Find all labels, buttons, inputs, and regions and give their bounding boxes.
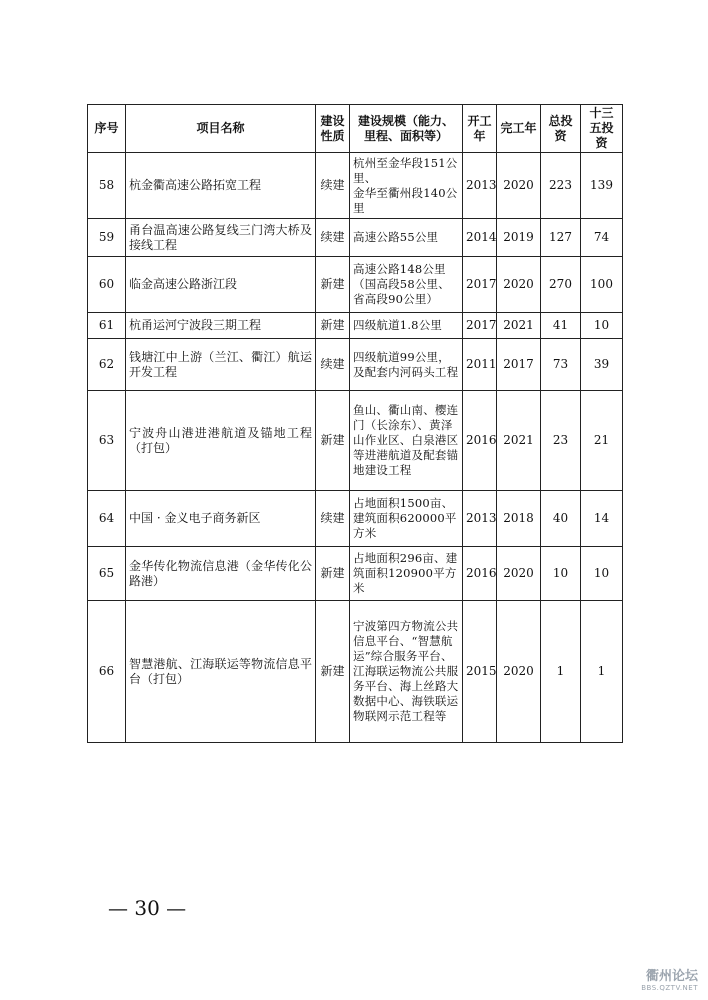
row-scale: 高速公路148公里（国高段58公里、省高段90公里） bbox=[350, 257, 463, 313]
row-start-year: 2016 bbox=[463, 391, 497, 491]
row-scale: 四级航道99公里，及配套内河码头工程 bbox=[350, 339, 463, 391]
header-start-year: 开工年 bbox=[463, 105, 497, 153]
table-row bbox=[88, 153, 623, 219]
table-row bbox=[88, 491, 623, 547]
row-no: 62 bbox=[88, 339, 126, 391]
row-end-year: 2020 bbox=[497, 153, 541, 219]
row-nature: 新建 bbox=[316, 391, 350, 491]
row-end-year: 2020 bbox=[497, 547, 541, 601]
row-end-year: 2020 bbox=[497, 257, 541, 313]
row-nature: 新建 bbox=[316, 257, 350, 313]
row-no: 63 bbox=[88, 391, 126, 491]
row-no: 60 bbox=[88, 257, 126, 313]
row-five-year: 14 bbox=[581, 491, 623, 547]
row-name: 宁波舟山港进港航道及锚地工程（打包） bbox=[126, 391, 316, 491]
row-name: 金华传化物流信息港（金华传化公路港） bbox=[126, 547, 316, 601]
header-row bbox=[88, 105, 623, 153]
row-name: 甬台温高速公路复线三门湾大桥及接线工程 bbox=[126, 219, 316, 257]
row-total: 40 bbox=[541, 491, 581, 547]
row-five-year: 39 bbox=[581, 339, 623, 391]
row-name: 杭甬运河宁波段三期工程 bbox=[126, 313, 316, 339]
row-end-year: 2017 bbox=[497, 339, 541, 391]
row-five-year: 100 bbox=[581, 257, 623, 313]
row-nature: 续建 bbox=[316, 491, 350, 547]
row-start-year: 2013 bbox=[463, 491, 497, 547]
row-scale: 宁波第四方物流公共信息平台、“智慧航运”综合服务平台、江海联运物流公共服务平台、海上丝路大数据中心、海铁联运物联网示范工程等 bbox=[350, 601, 463, 743]
table-row bbox=[88, 339, 623, 391]
table-row bbox=[88, 547, 623, 601]
row-end-year: 2020 bbox=[497, 601, 541, 743]
row-total: 73 bbox=[541, 339, 581, 391]
watermark-title: 衢州论坛 bbox=[645, 969, 698, 984]
row-scale: 杭州至金华段151公里、 金华至衢州段140公里 bbox=[350, 153, 463, 219]
row-name: 智慧港航、江海联运等物流信息平台（打包） bbox=[126, 601, 316, 743]
watermark-url: BBS.QZTV.NET bbox=[641, 984, 698, 992]
row-five-year: 10 bbox=[581, 547, 623, 601]
row-scale: 高速公路55公里 bbox=[350, 219, 463, 257]
row-no: 61 bbox=[88, 313, 126, 339]
row-nature: 新建 bbox=[316, 547, 350, 601]
row-scale: 占地面积1500亩、建筑面积620000平方米 bbox=[350, 491, 463, 547]
row-nature: 新建 bbox=[316, 313, 350, 339]
row-name: 临金高速公路浙江段 bbox=[126, 257, 316, 313]
table-row bbox=[88, 391, 623, 491]
table-row bbox=[88, 219, 623, 257]
row-start-year: 2011 bbox=[463, 339, 497, 391]
row-start-year: 2017 bbox=[463, 313, 497, 339]
header-total-investment: 总投资 bbox=[541, 105, 581, 153]
row-start-year: 2016 bbox=[463, 547, 497, 601]
table-row bbox=[88, 257, 623, 313]
row-no: 58 bbox=[88, 153, 126, 219]
row-scale: 四级航道1.8公里 bbox=[350, 313, 463, 339]
row-start-year: 2015 bbox=[463, 601, 497, 743]
header-name: 项目名称 bbox=[126, 105, 316, 153]
row-nature: 续建 bbox=[316, 339, 350, 391]
row-nature: 续建 bbox=[316, 153, 350, 219]
row-nature: 新建 bbox=[316, 601, 350, 743]
row-end-year: 2021 bbox=[497, 313, 541, 339]
row-total: 270 bbox=[541, 257, 581, 313]
row-end-year: 2019 bbox=[497, 219, 541, 257]
row-end-year: 2018 bbox=[497, 491, 541, 547]
row-total: 41 bbox=[541, 313, 581, 339]
row-five-year: 74 bbox=[581, 219, 623, 257]
row-start-year: 2014 bbox=[463, 219, 497, 257]
row-start-year: 2017 bbox=[463, 257, 497, 313]
row-scale: 鱼山、衢山南、樱连门（长涂东）、黄泽山作业区、白泉港区等进港航道及配套锚地建设工程 bbox=[350, 391, 463, 491]
header-end-year: 完工年 bbox=[497, 105, 541, 153]
row-five-year: 1 bbox=[581, 601, 623, 743]
row-five-year: 10 bbox=[581, 313, 623, 339]
row-nature: 续建 bbox=[316, 219, 350, 257]
row-total: 223 bbox=[541, 153, 581, 219]
row-no: 66 bbox=[88, 601, 126, 743]
page-number: — 30 — bbox=[108, 896, 187, 920]
row-end-year: 2021 bbox=[497, 391, 541, 491]
row-scale: 占地面积296亩、建筑面积120900平方米 bbox=[350, 547, 463, 601]
watermark-logo bbox=[641, 965, 698, 992]
header-13th-five-year-investment: 十三五投资 bbox=[581, 105, 623, 153]
row-total: 23 bbox=[541, 391, 581, 491]
row-five-year: 21 bbox=[581, 391, 623, 491]
header-scale: 建设规模（能力、里程、面积等） bbox=[350, 105, 463, 153]
row-total: 1 bbox=[541, 601, 581, 743]
row-no: 65 bbox=[88, 547, 126, 601]
row-five-year: 139 bbox=[581, 153, 623, 219]
row-name: 杭金衢高速公路拓宽工程 bbox=[126, 153, 316, 219]
row-start-year: 2013 bbox=[463, 153, 497, 219]
row-total: 127 bbox=[541, 219, 581, 257]
row-no: 64 bbox=[88, 491, 126, 547]
header-no: 序号 bbox=[88, 105, 126, 153]
row-name: 中国 · 金义电子商务新区 bbox=[126, 491, 316, 547]
table-row bbox=[88, 313, 623, 339]
row-name: 钱塘江中上游（兰江、衢江）航运开发工程 bbox=[126, 339, 316, 391]
table-row bbox=[88, 601, 623, 743]
row-total: 10 bbox=[541, 547, 581, 601]
header-nature: 建设性质 bbox=[316, 105, 350, 153]
row-no: 59 bbox=[88, 219, 126, 257]
project-table bbox=[87, 104, 623, 743]
